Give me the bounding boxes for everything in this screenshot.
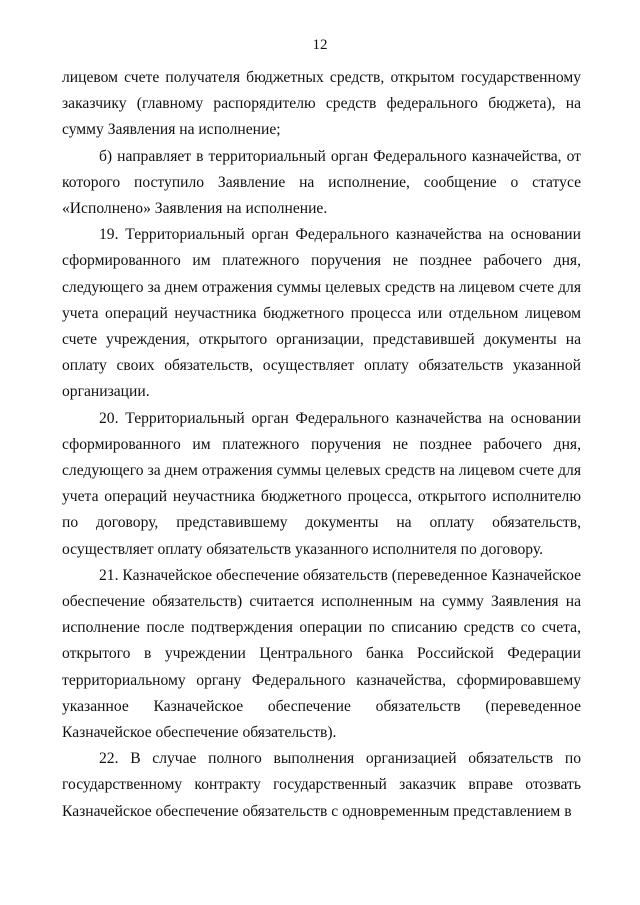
paragraph-21: 21. Казначейское обеспечение обязательств (переведенное Казначейское обеспечение обязательств) считается исполненным на сумму Заявления на исполнение после подтверждения операции по списанию средств со счета, открытого в учреждении Центрального банка Российской Федерации территориальному органу Федерального казначейства, сформировавшему указанное Казначейское обеспечение обязательств (переведенное Казначейское обеспечение обязательств). [62, 566, 581, 742]
document-body [62, 65, 581, 825]
paragraph-22: 22. В случае полного выполнения организацией обязательств по государственному контракту государственный заказчик вправе отозвать Казначейское обеспечение обязательств с одновременным представлением в [62, 750, 581, 820]
paragraph-20: 20. Территориальный орган Федерального казначейства на основании сформированного им платежного поручения не позднее рабочего дня, следующего за днем отражения суммы целевых средств на лицевом счете для учета операций неучастника бюджетного процесса, открытого исполнителю по договору, представившему документы на оплату обязательств, осуществляет оплату обязательств указанного исполнителя по договору. [62, 409, 581, 558]
paragraph-continuation: лицевом счете получателя бюджетных средств, открытом государственному заказчику (главному распорядителю средств федерального бюджета), на сумму Заявления на исполнение; [62, 69, 581, 139]
paragraph-item-b: б) направляет в территориальный орган Федерального казначейства, от которого поступило Заявление на исполнение, сообщение о статусе «Исполнено» Заявления на исполнение. [62, 147, 581, 218]
paragraph-19: 19. Территориальный орган Федерального казначейства на основании сформированного им платежного поручения не позднее рабочего дня, следующего за днем отражения суммы целевых средств на лицевом счете для учета операций неучастника бюджетного процесса или отдельном лицевом счете учреждения, открытого организации, представившей документы на оплату своих обязательств, осуществляет оплату обязательств указанной организации. [62, 226, 581, 401]
page-number: 12 [312, 37, 328, 53]
